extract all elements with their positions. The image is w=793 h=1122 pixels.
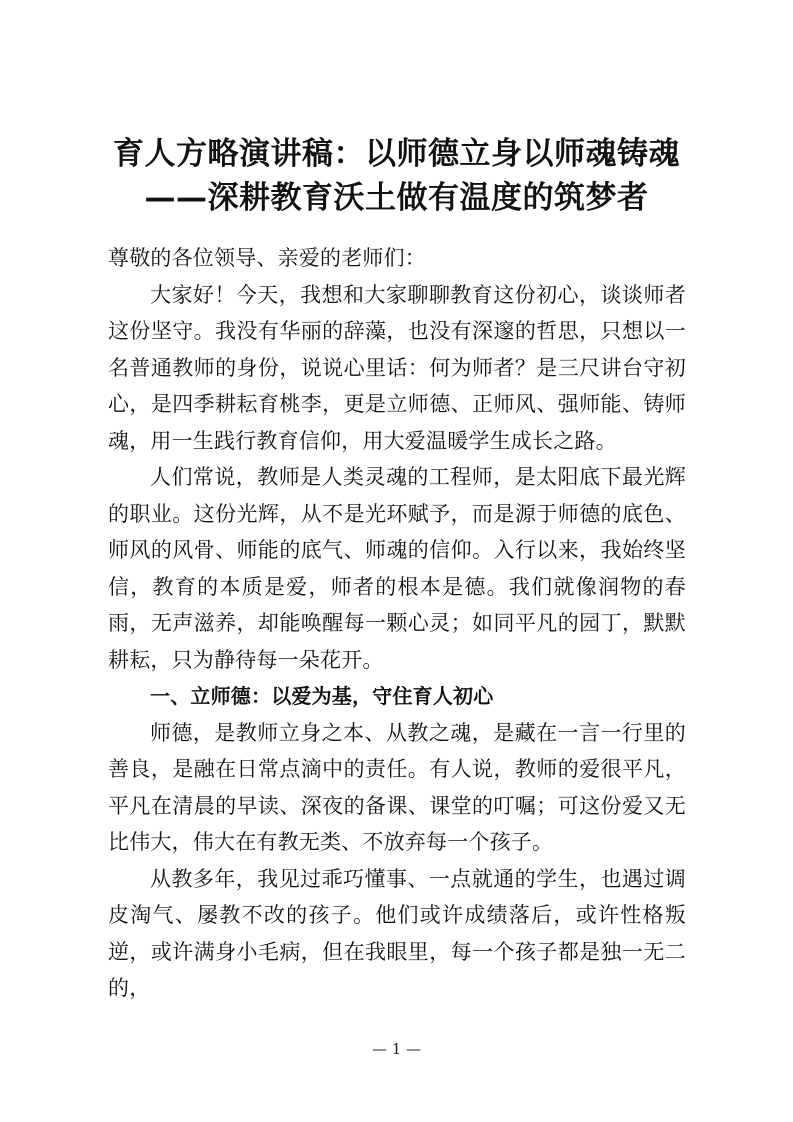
paragraph-section1-b: 从教多年，我见过乖巧懂事、一点就通的学生，也遇过调皮淘气、屡教不改的孩子。他们或许成绩落后，或许性格叛逆，或许满身小毛病，但在我眼里，每一个孩子都是独一无二的， [108,866,686,1000]
page-number: — 1 — [371,1040,422,1058]
paragraph-section1-a: 师德，是教师立身之本、从教之魂，是藏在一言一行里的善良，是融在日常点滴中的责任。有人说，教师的爱很平凡，平凡在清晨的早读、深夜的备课、课堂的叮嘱；可这份爱又无比伟大，伟大在有教无类、不放弃每一个孩子。 [108,720,686,854]
salutation: 尊敬的各位领导、亲爱的老师们： [108,246,426,270]
title-line-main: 育人方略演讲稿：以师德立身以师魂铸魂 [113,136,680,172]
title-line-subtitle: ——深耕教育沃土做有温度的筑梦者 [144,180,649,216]
section-heading-1: 一、立师德：以爱为基，守住育人初心 [150,684,494,708]
paragraph-greeting: 大家好！今天，我想和大家聊聊教育这份初心，谈谈师者这份坚守。我没有华丽的辞藻，也没有深邃的哲思，只想以一名普通教师的身份，说说心里话：何为师者？是三尺讲台守初心，是四季耕耘育桃李，更是立师德、正师风、强师能、铸师魂，用一生践行教育信仰，用大爱温暖学生成长之路。 [108,282,686,453]
paragraph-intro: 人们常说，教师是人类灵魂的工程师，是太阳底下最光辉的职业。这份光辉，从不是光环赋予，而是源于师德的底色、师风的风骨、师能的底气、师魂的信仰。入行以来，我始终坚信，教育的本质是爱，师者的根本是德。我们就像润物的春雨，无声滋养，却能唤醒每一颗心灵；如同平凡的园丁，默默耕耘，只为静待每一朵花开。 [108,465,686,672]
document-body [108,240,686,1007]
document-title [60,132,733,220]
